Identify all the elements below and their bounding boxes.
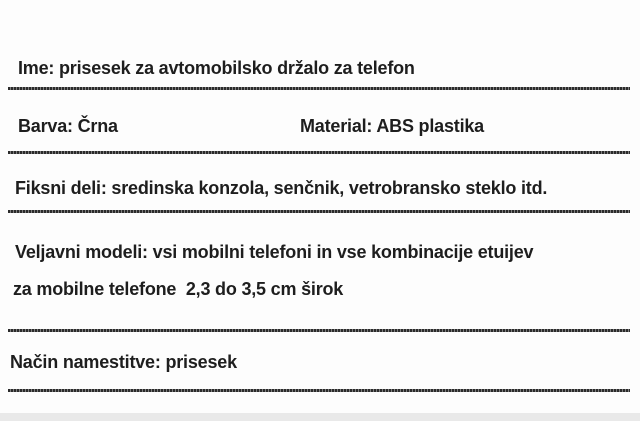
row-divider xyxy=(8,210,630,213)
spec-material: Material: ABS plastika xyxy=(300,116,484,136)
row-divider xyxy=(8,389,630,392)
spec-color: Barva: Črna xyxy=(18,116,118,136)
row-divider xyxy=(8,151,630,154)
spec-mounting-method: Način namestitve: prisesek xyxy=(10,352,237,372)
spec-valid-models-line2: za mobilne telefone 2,3 do 3,5 cm širok xyxy=(13,279,344,299)
spec-product-name: Ime: prisesek za avtomobilsko držalo za telefon xyxy=(18,58,415,78)
spec-fixed-parts: Fiksni deli: sredinska konzola, senčnik, vetrobransko steklo itd. xyxy=(15,178,548,198)
row-divider xyxy=(8,87,630,90)
bottom-gray-bar xyxy=(0,413,640,421)
spec-valid-models-line1: Veljavni modeli: vsi mobilni telefoni in vse kombinacije etuijev xyxy=(15,242,534,262)
row-divider xyxy=(8,329,630,332)
